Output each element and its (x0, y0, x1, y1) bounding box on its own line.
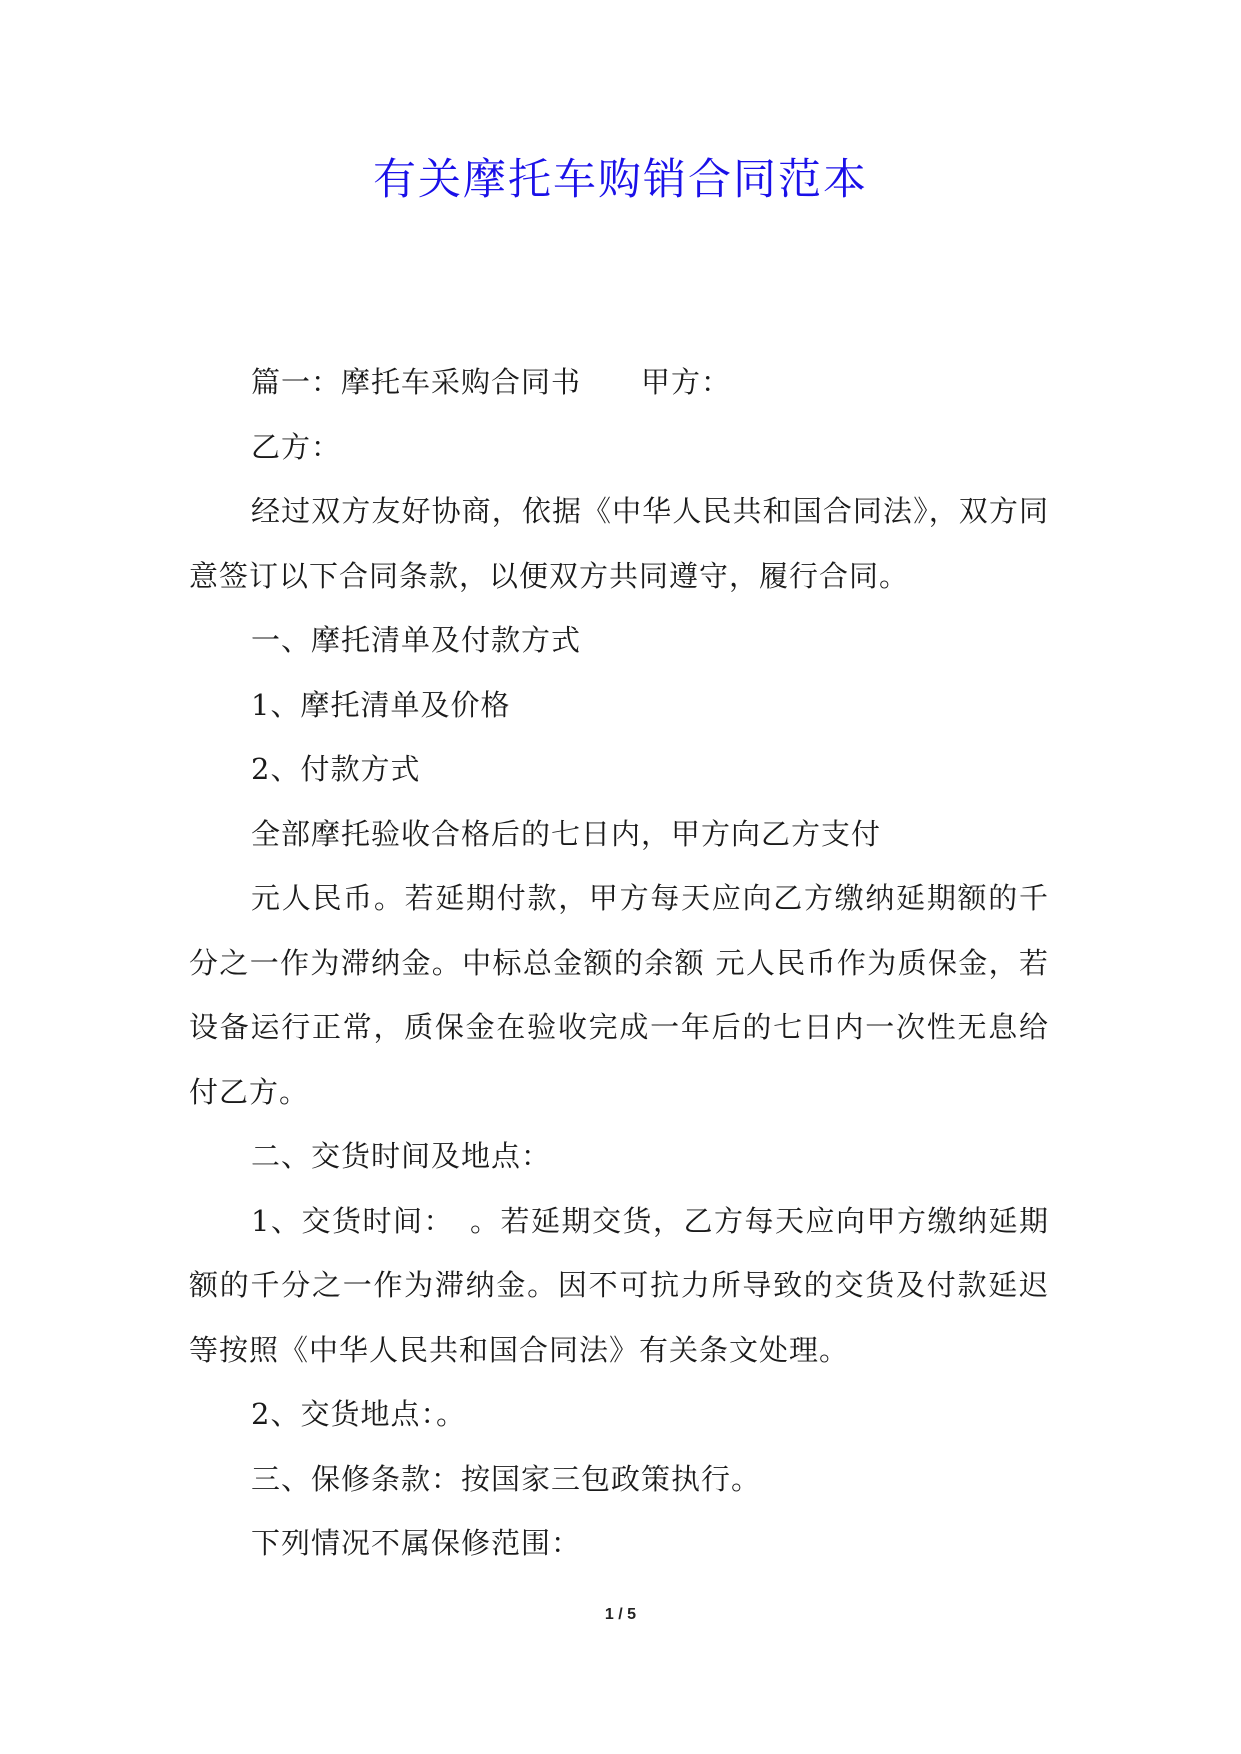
paragraph-clause-one-heading: 一、摩托清单及付款方式 (251, 623, 582, 657)
paragraph-clause-two-heading: 二、交货时间及地点： (251, 1139, 552, 1173)
paragraph-late-payment: 元人民币。若延期付款，甲方每天应向乙方缴纳延期额的千分之一作为滞纳金。中标总金额的余额 元人民币作为质保金，若设备运行正常，质保金在验收完成一年后的七日内一次性无息给付乙方。 (189, 881, 1049, 1109)
paragraph-delivery-time: 1、交货时间： 。若延期交货，乙方每天应向甲方缴纳延期额的千分之一作为滞纳金。因不可抗力所导致的交货及付款延迟等按照《中华人民共和国合同法》有关条文处理。 (189, 1203, 1049, 1367)
paragraph-preamble: 经过双方友好协商，依据《中华人民共和国合同法》，双方同意签订以下合同条款，以便双方共同遵守，履行合同。 (189, 494, 1049, 593)
document-body (189, 350, 1049, 1576)
page-number: 1 / 5 (604, 1606, 637, 1623)
paragraph-clause-one-item-1: 1、摩托清单及价格 (251, 687, 511, 722)
paragraph-section-heading: 篇一：摩托车采购合同书 甲方： (251, 365, 732, 399)
paragraph-payment-terms: 全部摩托验收合格后的七日内，甲方向乙方支付 (251, 816, 882, 851)
document-title: 有关摩托车购销合同范本 (373, 155, 868, 205)
paragraph-warranty-exclusions: 下列情况不属保修范围： (251, 1526, 582, 1560)
paragraph-warranty-clause: 三、保修条款：按国家三包政策执行。 (251, 1461, 762, 1496)
paragraph-party-b: 乙方： (251, 429, 342, 464)
paragraph-clause-one-item-2: 2、付款方式 (251, 752, 421, 786)
paragraph-delivery-place: 2、交货地点：。 (251, 1397, 466, 1431)
